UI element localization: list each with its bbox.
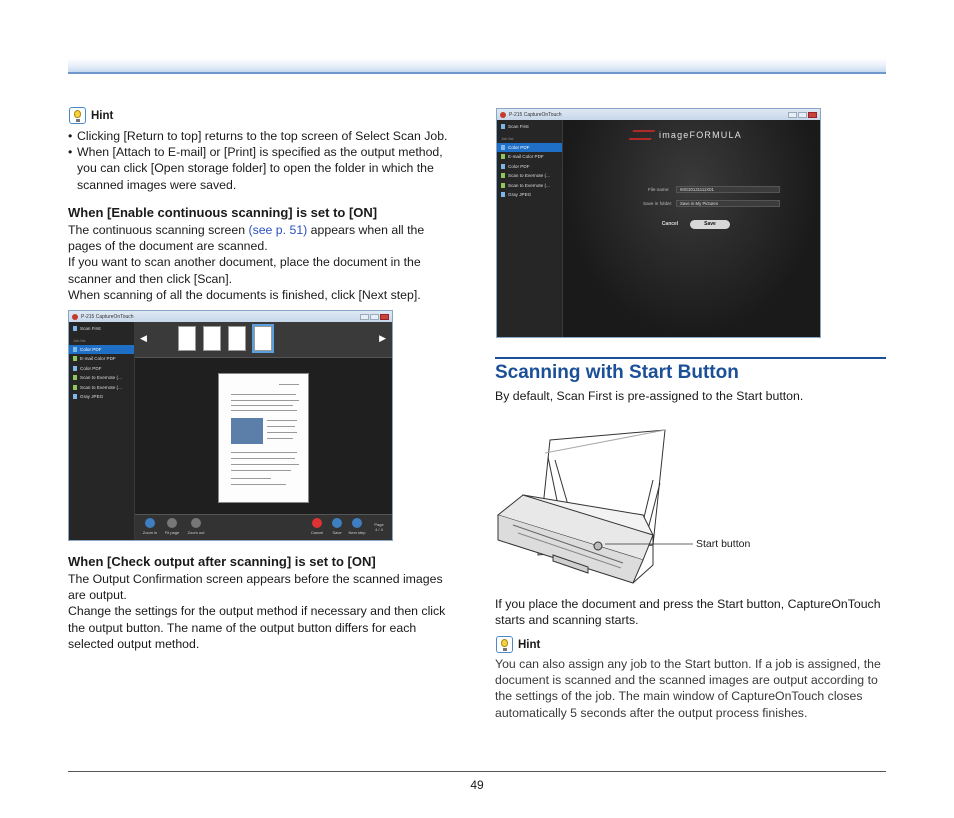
sidebar-item[interactable]: Scan to Evernote (... bbox=[69, 383, 134, 393]
zoom-in-button[interactable]: Zoom in bbox=[138, 518, 162, 535]
start-button-intro: By default, Scan First is pre-assigned to the Start button. bbox=[495, 389, 804, 403]
thumbnail-strip bbox=[135, 322, 392, 358]
chevron-left-icon[interactable]: ◀ bbox=[140, 333, 147, 343]
job-sidebar bbox=[69, 322, 135, 540]
page-indicator: Page 4 / 4 bbox=[374, 522, 384, 532]
sidebar-item[interactable]: Color PDF bbox=[69, 345, 134, 355]
list-item: • Clicking [Return to top] returns to the top screen of Select Scan Job. bbox=[68, 129, 448, 143]
lightbulb-icon bbox=[496, 636, 513, 653]
sidebar-item[interactable]: Color PDF bbox=[497, 162, 562, 172]
thumbnail-selected[interactable] bbox=[254, 326, 272, 351]
sidebar-item[interactable]: Color PDF bbox=[69, 364, 134, 374]
fit-page-button[interactable]: Fit page bbox=[160, 518, 184, 535]
hint-label: Hint bbox=[91, 109, 114, 122]
start-button-explanation: If you place the document and press the Start button, CaptureOnTouch starts and scanning starts. bbox=[495, 597, 881, 628]
app-icon bbox=[72, 314, 78, 320]
file-name-label: File name: bbox=[648, 187, 670, 192]
zoom-in-icon bbox=[145, 518, 155, 528]
fit-page-icon bbox=[167, 518, 177, 528]
list-item: • When [Attach to E-mail] or [Print] is specified as the output method, you can click [Open storage folder] to open the folder in which the scanned images were saved. bbox=[68, 145, 443, 192]
maximize-icon bbox=[370, 314, 379, 320]
thumbnail[interactable] bbox=[178, 326, 196, 351]
continuous-body: The continuous scanning screen (see p. 51) appears when all the pages of the document are scanned. If you want to scan another document, place the document in the scanner and then click [Scan]. When scanning of all the documents is finished, click [Next step]. bbox=[68, 223, 425, 302]
viewer-toolbar bbox=[135, 514, 392, 540]
next-step-button[interactable]: Next step bbox=[345, 518, 369, 535]
window-titlebar: P-215 CaptureOnTouch bbox=[69, 311, 392, 322]
file-name-field[interactable]: IMG20131111X01 bbox=[676, 186, 780, 193]
footer-rule bbox=[68, 771, 886, 772]
see-page-link[interactable]: (see p. 51) bbox=[248, 223, 308, 237]
chevron-right-icon[interactable]: ▶ bbox=[379, 333, 386, 343]
save-in-folder-select[interactable]: Save in My Pictures bbox=[676, 200, 780, 207]
lightbulb-icon bbox=[69, 107, 86, 124]
minimize-icon bbox=[788, 112, 797, 118]
cancel-button[interactable]: Cancel bbox=[661, 221, 679, 227]
window-titlebar: P-215 CaptureOnTouch bbox=[497, 109, 820, 120]
sidebar-item[interactable]: E-mail Color PDF bbox=[69, 354, 134, 364]
cancel-icon bbox=[312, 518, 322, 528]
sidebar-item[interactable]: Gray JPEG bbox=[69, 392, 134, 402]
brand-logo: imageFORMULA bbox=[631, 130, 742, 140]
continuous-scan-screenshot bbox=[68, 310, 393, 541]
page-viewer bbox=[135, 358, 392, 514]
scanner-illustration bbox=[493, 405, 693, 590]
sidebar-item[interactable]: E-mail Color PDF bbox=[497, 152, 562, 162]
output-confirmation-panel bbox=[563, 120, 820, 337]
hint-heading-right bbox=[496, 636, 540, 653]
minimize-icon bbox=[360, 314, 369, 320]
sidebar-category: Job list bbox=[501, 135, 514, 141]
close-icon bbox=[380, 314, 389, 320]
zoom-out-icon bbox=[191, 518, 201, 528]
sidebar-item[interactable]: Scan to Evernote (... bbox=[497, 181, 562, 191]
check-output-body: The Output Confirmation screen appears before the scanned images are output. Change the settings for the output method if necessary and then click the output button. The name of the output button differs for each selected output method. bbox=[68, 572, 446, 651]
sidebar-item[interactable]: Gray JPEG bbox=[497, 190, 562, 200]
sidebar-item[interactable]: Color PDF bbox=[497, 143, 562, 153]
save-in-label: Save in folder: bbox=[643, 201, 673, 206]
output-confirmation-screenshot bbox=[496, 108, 821, 338]
save-button[interactable]: Save bbox=[690, 220, 730, 229]
scanned-page-preview bbox=[218, 373, 309, 503]
maximize-icon bbox=[798, 112, 807, 118]
job-sidebar bbox=[497, 120, 563, 337]
save-button[interactable]: Save bbox=[325, 518, 349, 535]
next-step-icon bbox=[352, 518, 362, 528]
app-icon bbox=[500, 112, 506, 118]
section-title: Scanning with Start Button bbox=[495, 362, 739, 383]
zoom-out-button[interactable]: Zoom out bbox=[184, 518, 208, 535]
brand-logo-icon bbox=[629, 130, 656, 140]
continuous-heading: When [Enable continuous scanning] is set to [ON] bbox=[68, 205, 378, 220]
hint-text-right: You can also assign any job to the Start button. If a job is assigned, the document is scanned and the scanned images are output according to the settings of the job. The main window of CaptureOnTouch closes automatically 5 seconds after the output process finishes. bbox=[495, 657, 881, 720]
page-number: 49 bbox=[470, 778, 484, 792]
section-rule bbox=[495, 357, 886, 359]
sidebar-item[interactable]: Scan to Evernote (... bbox=[69, 373, 134, 383]
sidebar-item-scan-first[interactable]: Scan First bbox=[497, 122, 562, 132]
hint-heading-left bbox=[69, 107, 113, 124]
sidebar-category: Job list bbox=[73, 337, 86, 343]
hint-label: Hint bbox=[518, 638, 541, 651]
sidebar-item-scan-first[interactable]: Scan First bbox=[69, 324, 134, 334]
thumbnail[interactable] bbox=[228, 326, 246, 351]
close-icon bbox=[808, 112, 817, 118]
check-output-heading: When [Check output after scanning] is set to [ON] bbox=[68, 554, 376, 569]
start-button-callout: Start button bbox=[696, 538, 751, 550]
header-bar bbox=[68, 58, 886, 74]
cancel-button[interactable]: Cancel bbox=[305, 518, 329, 535]
hint-bullet-list bbox=[68, 128, 460, 193]
save-icon bbox=[332, 518, 342, 528]
sidebar-item[interactable]: Scan to Evernote (... bbox=[497, 171, 562, 181]
thumbnail[interactable] bbox=[203, 326, 221, 351]
